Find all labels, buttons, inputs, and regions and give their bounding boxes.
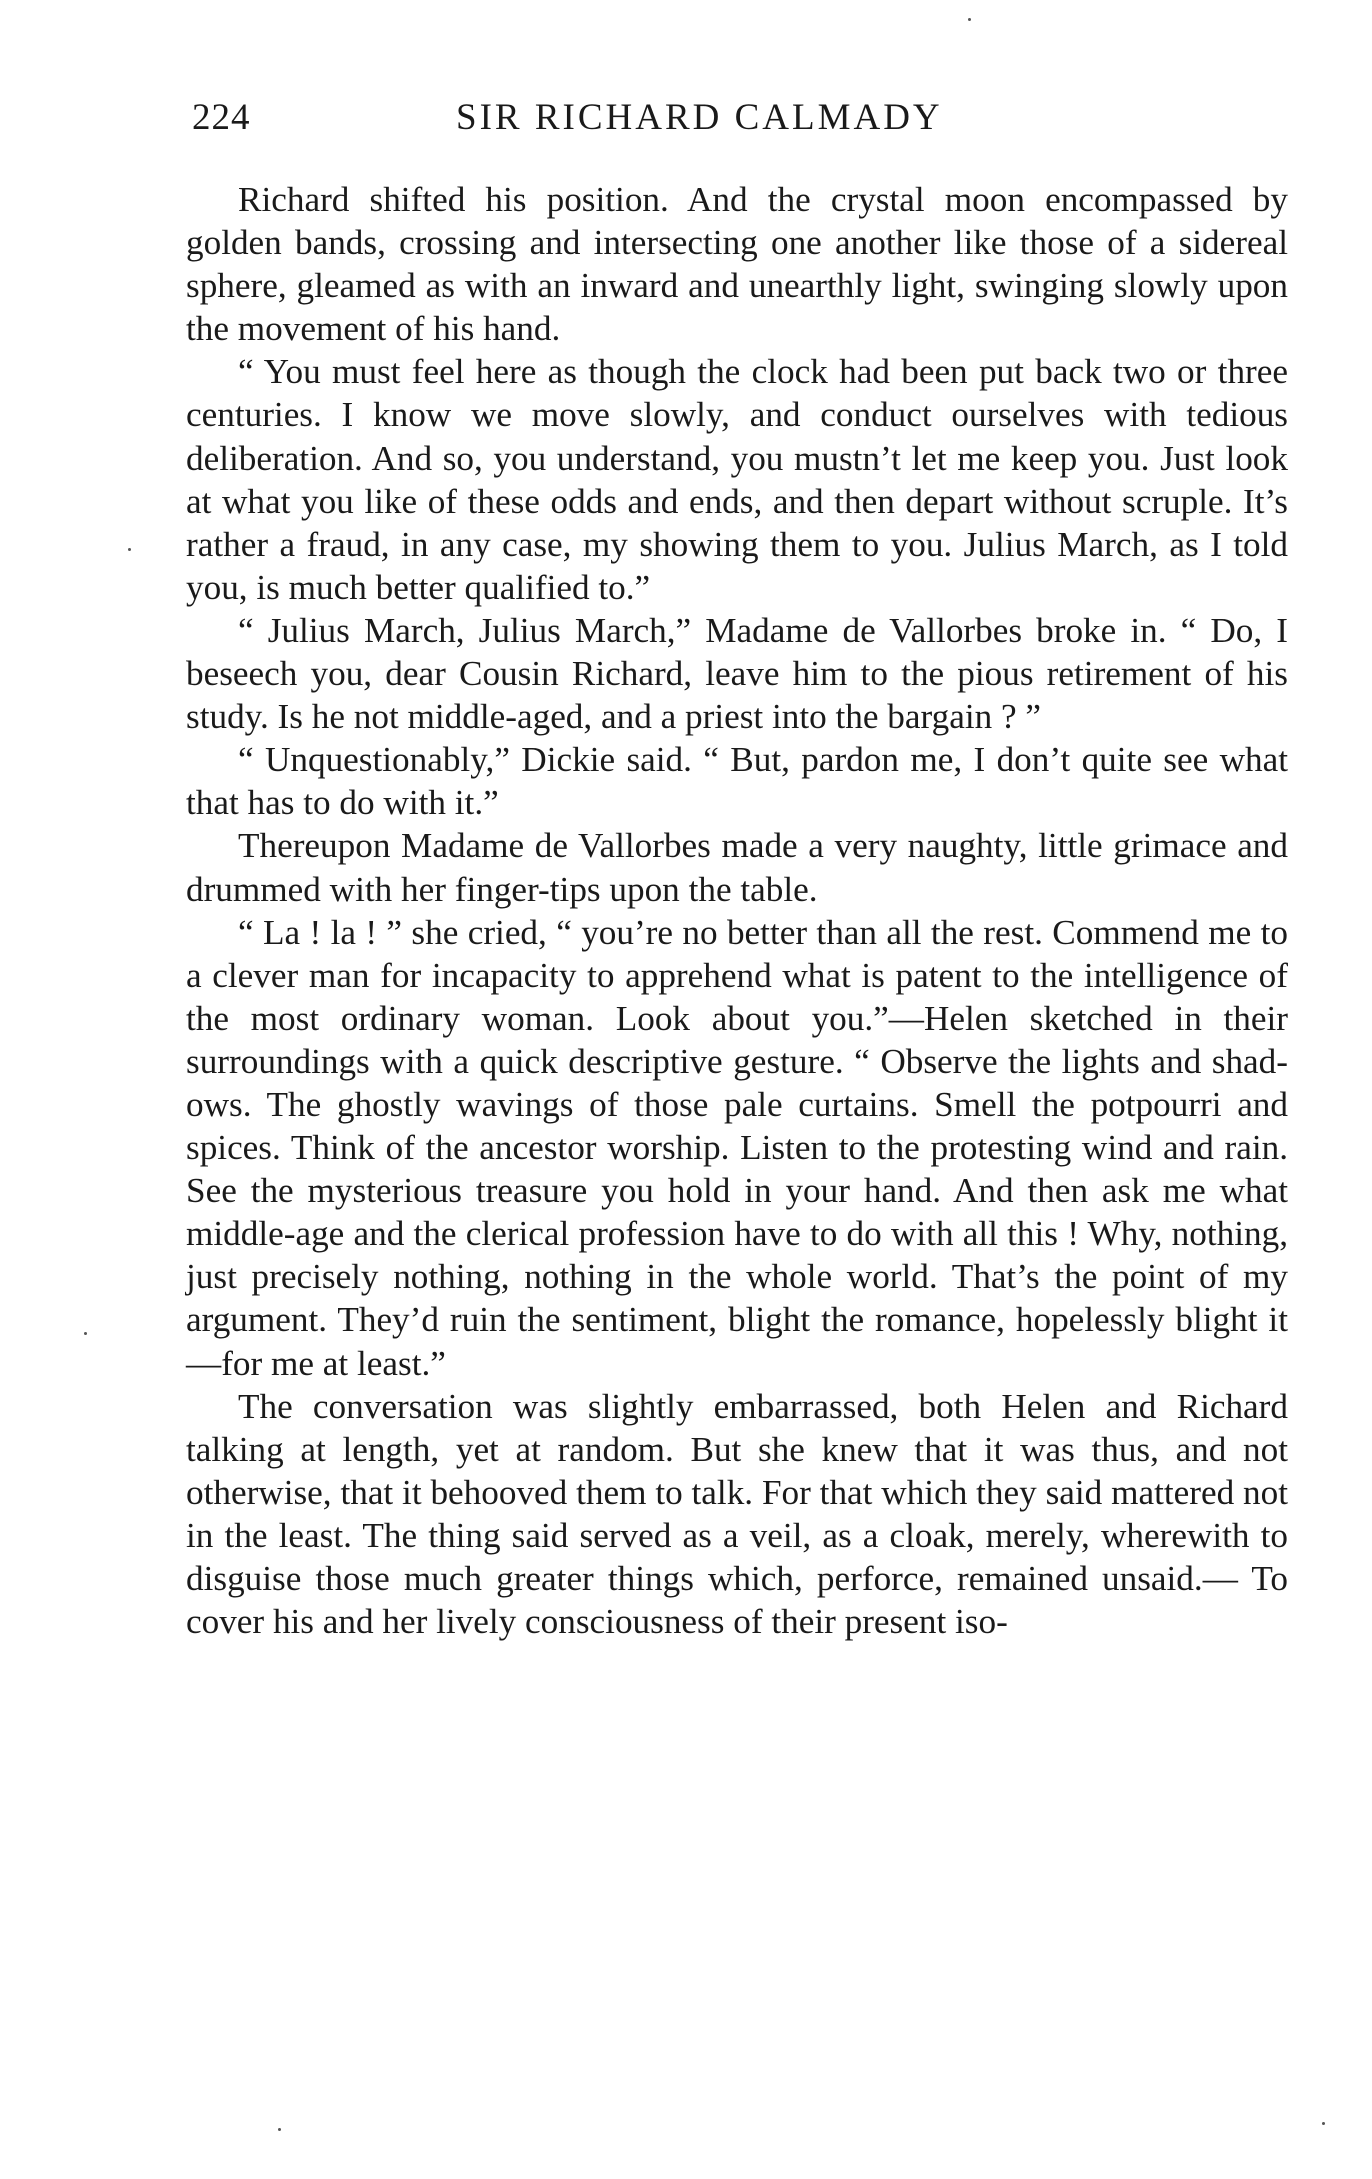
page-header bbox=[186, 96, 1288, 146]
paragraph: Richard shifted his position. And the crystal moon encompassed by golden bands, crossing and intersecting one another like those of a sidereal sphere, gleamed as with an inward and unearthly light, swinging slowly upon the movement of his hand. bbox=[186, 180, 1288, 349]
body-text bbox=[186, 178, 1288, 1643]
paragraph: “ Julius March, Julius March,” Madame de Vallorbes broke in. “ Do, I beseech you, dear Cousin Richard, leave him to the pious retirement of his study. Is he not middle-aged, and a priest into the bargain ? ” bbox=[186, 610, 1288, 737]
scan-speck bbox=[968, 18, 971, 21]
scan-speck bbox=[278, 2128, 281, 2131]
scan-speck bbox=[1322, 2122, 1325, 2125]
scan-speck bbox=[128, 548, 131, 551]
paragraph: “ Unquestionably,” Dickie said. “ But, pardon me, I don’t quite see what that has to do with it.” bbox=[186, 740, 1288, 823]
paragraph: “ La ! la ! ” she cried, “ you’re no better than all the rest. Commend me to a clever man for incapacity to apprehend what is patent to the intelligence of the most ordinary woman. Look about you.”—Helen sketched in their surroundings with a quick descriptive gesture. “ Observe the lights and shadows. The ghostly wavings of those pale curtains. Smell the potpourri and spices. Think of the ancestor worship. Listen to the protesting wind and rain. See the mysterious treasure you hold in your hand. And then ask me what middle-age and the clerical profession have to do with all this ! Why, nothing, just precisely nothing, nothing in the whole world. That’s the point of my argument. They’d ruin the sentiment, blight the romance, hopelessly blight it—for me at least.” bbox=[186, 912, 1288, 1383]
scan-speck bbox=[84, 1332, 87, 1335]
paragraph: The conversation was slightly embarrassed, both Helen and Richard talking at length, yet at random. But she knew that it was thus, and not otherwise, that it behooved them to talk. For that which they said mattered not in the least. The thing said served as a veil, as a cloak, merely, wherewith to disguise those much greater things which, perforce, remained unsaid.— To cover his and her lively consciousness of their present iso- bbox=[186, 1386, 1288, 1642]
paragraph: “ You must feel here as though the clock had been put back two or three centuries. I know we move slowly, and conduct ourselves with tedious deliberation. And so, you understand, you mustn’t let me keep you. Just look at what you like of these odds and ends, and then depart without scruple. It’s rather a fraud, in any case, my showing them to you. Julius March, as I told you, is much better qualified to.” bbox=[186, 352, 1288, 607]
running-head: SIR RICHARD CALMADY bbox=[456, 97, 943, 138]
paragraph: Thereupon Madame de Vallorbes made a very naughty, little grimace and drummed with her finger-tips upon the table. bbox=[186, 826, 1288, 909]
page-number: 224 bbox=[192, 97, 251, 138]
